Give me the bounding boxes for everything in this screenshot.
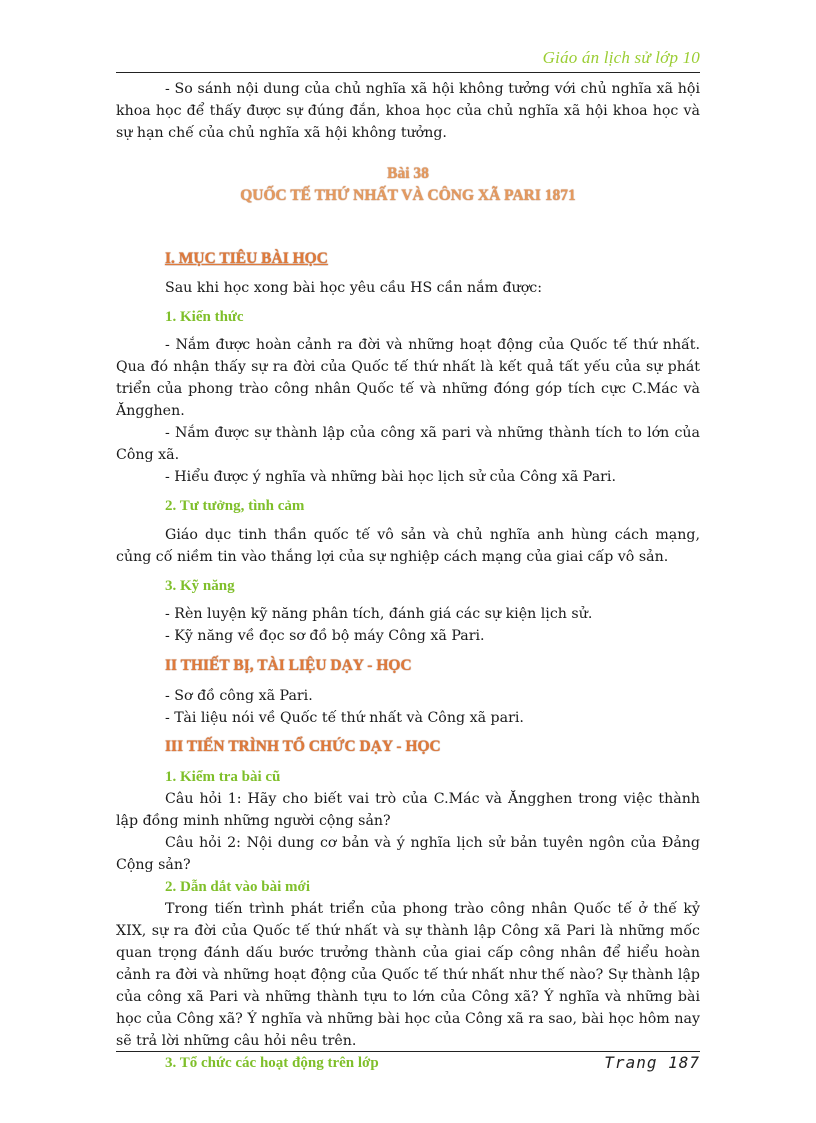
- review-questions: [116, 788, 700, 876]
- section1-sub1-heading: 1. Kiến thức: [165, 309, 244, 325]
- review-question-2: Câu hỏi 2: Nội dung cơ bản và ý nghĩa lịch sử bản tuyên ngôn của Đảng Cộng sản?: [116, 835, 700, 873]
- section3-sub3-heading: 3. Tổ chức các hoạt động trên lớp: [165, 1055, 379, 1071]
- header-title: Giáo án lịch sử lớp 10: [542, 48, 700, 67]
- lesson-title-block: [116, 163, 700, 207]
- intro-paragraph: - So sánh nội dung của chủ nghĩa xã hội không tưởng với chủ nghĩa xã hội khoa học để thấy được sự đúng đắn, khoa học của chủ nghĩa xã hội khoa học và sự hạn chế của chủ nghĩa xã hội không tưởng.: [116, 81, 700, 141]
- lead-in-body: [116, 898, 700, 1052]
- footer-divider: [116, 1051, 700, 1052]
- header-divider: [116, 72, 700, 73]
- knowledge-paragraph-1: - Nắm được hoàn cảnh ra đời và những hoạt động của Quốc tế thứ nhất. Qua đó nhận thấy sự ra đời của Quốc tế thứ nhất là kết quả tất yếu của sự phát triển của phong trào công nhân Quốc tế và những đóng góp tích cực C.Mác và Ăngghen.: [116, 337, 700, 419]
- skill-paragraph-2: - Kỹ năng về đọc sơ đồ bộ máy Công xã Pari.: [165, 628, 485, 644]
- lesson-title: QUỐC TẾ THỨ NHẤT VÀ CÔNG XÃ PARI 1871: [240, 187, 576, 204]
- page-content: [116, 78, 700, 1074]
- skill-paragraph-1: - Rèn luyện kỹ năng phân tích, đánh giá các sự kiện lịch sử.: [165, 606, 593, 622]
- section1-sub2-heading: 2. Tư tưởng, tình cảm: [165, 498, 305, 514]
- section1-sub1-body: [116, 334, 700, 466]
- section3-sub1-heading: 1. Kiểm tra bài cũ: [165, 769, 281, 785]
- section1-intro: Sau khi học xong bài học yêu cầu HS cần nắm được:: [165, 280, 543, 296]
- page-number: Trang 187: [604, 1053, 700, 1072]
- equipment-item-2: - Tài liệu nói về Quốc tế thứ nhất và Công xã pari.: [165, 710, 524, 726]
- knowledge-paragraph-2: - Nắm được sự thành lập của công xã pari và những thành tích to lớn của Công xã.: [116, 425, 700, 463]
- review-question-1: Câu hỏi 1: Hãy cho biết vai trò của C.Mác và Ăngghen trong việc thành lập đồng minh những người cộng sản?: [116, 791, 700, 829]
- attitude-paragraph: Giáo dục tinh thần quốc tế vô sản và chủ nghĩa anh hùng cách mạng, củng cố niềm tin vào thắng lợi của sự nghiệp cách mạng của giai cấp vô sản.: [116, 527, 700, 565]
- section2-heading: II THIẾT BỊ, TÀI LIỆU DẠY - HỌC: [165, 657, 412, 674]
- section1-sub2-body: [116, 524, 700, 568]
- lesson-number: Bài 38: [387, 165, 429, 182]
- lead-in-paragraph: Trong tiến trình phát triển của phong trào công nhân Quốc tế ở thế kỷ XIX, sự ra đời của Quốc tế thứ nhất và sự thành lập Công xã Pari là những mốc quan trọng đánh dấu bước trưởng thành của giai cấp công nhân để hiểu hoàn cảnh ra đời và những hoạt động của Quốc tế thứ nhất như thế nào? Sự thành lập của công xã Pari và những thành tựu to lớn của Công xã? Ý nghĩa và những bài học của Công xã? Ý nghĩa và những bài học của Công xã ra sao, bài học hôm nay sẽ trả lời những câu hỏi nêu trên.: [116, 901, 700, 1049]
- section3-sub2-heading: 2. Dẫn dắt vào bài mới: [165, 879, 310, 895]
- equipment-item-1: - Sơ đồ công xã Pari.: [165, 688, 313, 704]
- section3-heading: III TIẾN TRÌNH TỔ CHỨC DẠY - HỌC: [165, 738, 441, 755]
- section1-heading: I. MỤC TIÊU BÀI HỌC: [165, 250, 328, 267]
- intro-block: [116, 78, 700, 144]
- knowledge-paragraph-3: - Hiểu được ý nghĩa và những bài học lịch sử của Công xã Pari.: [165, 469, 616, 485]
- section1-sub3-heading: 3. Kỹ năng: [165, 578, 235, 594]
